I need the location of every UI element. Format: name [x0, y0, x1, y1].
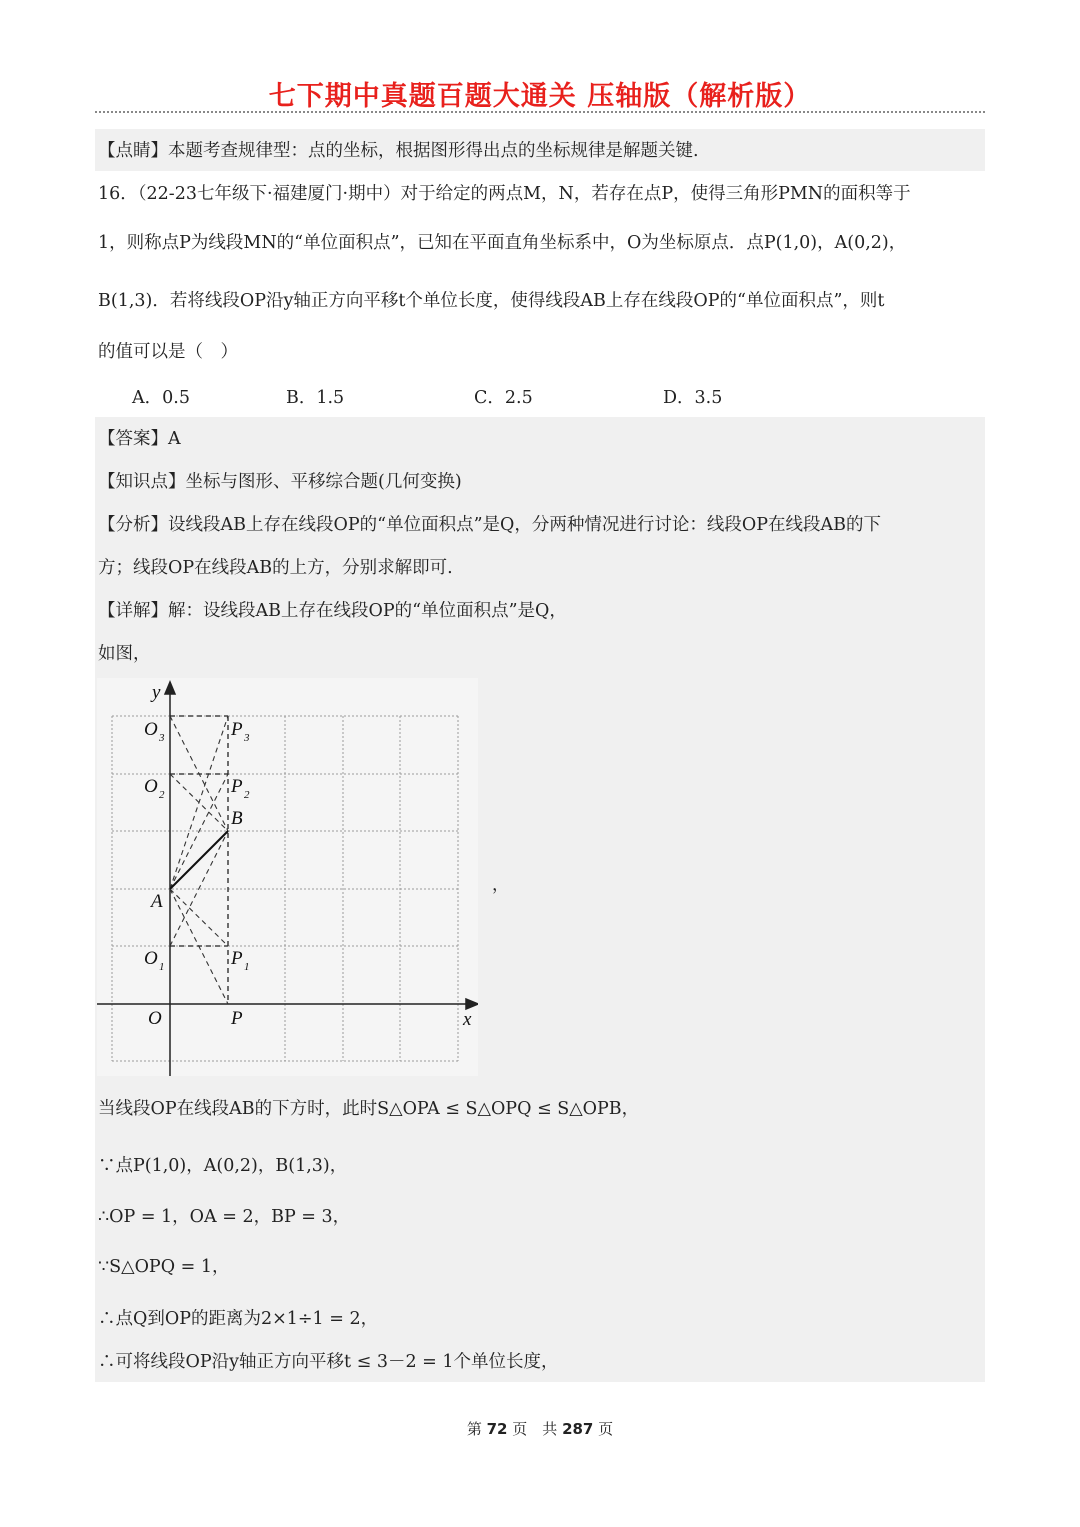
footer-prefix: 第 — [466, 1420, 482, 1438]
question-line-1 — [98, 182, 911, 206]
step-3: ∴OP = 1，OA = 2，BP = 3， — [98, 1207, 351, 1227]
step-4: ∵S△OPQ = 1， — [98, 1257, 230, 1277]
detail-text-1: 解：设线段AB上存在线段OP的“单位面积点”是Q， — [168, 601, 567, 621]
knowledge-label: 【知识点】 — [98, 472, 186, 492]
note-text: 本题考查规律型：点的坐标，根据图形得出点的坐标规律是解题关键. — [168, 141, 699, 161]
question-text-1: 对于给定的两点M，N，若存在点P，使得三角形PMN的面积等于 — [400, 184, 911, 204]
analysis-label: 【分析】 — [98, 515, 168, 535]
note-line — [98, 139, 699, 163]
option-c: C．2.5 — [474, 388, 533, 408]
label-a: A — [151, 891, 163, 912]
label-o3-sub: 3 — [159, 732, 165, 744]
footer-mid: 页 共 — [512, 1420, 558, 1438]
step-1: 当线段OP在线段AB的下方时，此时S△OPA ≤ S△OPQ ≤ S△OPB， — [98, 1099, 640, 1119]
page-footer — [0, 1418, 1080, 1439]
segment-ab — [170, 831, 228, 889]
answer-value: A — [168, 429, 181, 449]
coordinate-figure — [97, 678, 478, 1076]
label-p1: P — [231, 948, 243, 969]
coordinate-graph — [97, 678, 478, 1076]
label-b: B — [231, 808, 243, 829]
option-d: D．3.5 — [663, 388, 723, 408]
label-p2-sub: 2 — [244, 789, 250, 801]
label-o2: O — [144, 776, 158, 797]
knowledge-line — [98, 470, 462, 494]
knowledge-text: 坐标与图形、平移综合题(几何变换) — [185, 472, 462, 492]
label-p3: P — [231, 719, 243, 740]
question-line-2: 1，则称点P为线段MN的“单位面积点”，已知在平面直角坐标系中，O为坐标原点．点P(1,0)，A(0,2)， — [98, 233, 907, 253]
option-a: A．0.5 — [132, 388, 190, 408]
analysis-text-1: 设线段AB上存在线段OP的“单位面积点”是Q，分两种情况进行讨论：线段OP在线段AB的下 — [168, 515, 881, 535]
question-line-3: B(1,3)．若将线段OP沿y轴正方向平移t个单位长度，使得线段AB上存在线段OP的“单位面积点”，则t — [98, 291, 885, 311]
label-o1-sub: 1 — [159, 961, 165, 973]
grid — [112, 716, 458, 1061]
footer-suffix: 页 — [598, 1420, 614, 1438]
current-page: 72 — [486, 1420, 508, 1438]
label-p1-sub: 1 — [244, 961, 250, 973]
step-6: ∴可将线段OP沿y轴正方向平移t ≤ 3－2 = 1个单位长度， — [98, 1352, 559, 1372]
label-o2-sub: 2 — [159, 789, 165, 801]
analysis-line-2: 方；线段OP在线段AB的上方，分别求解即可. — [98, 558, 453, 578]
note-label: 【点睛】 — [98, 141, 168, 161]
label-o: O — [148, 1008, 162, 1029]
x-axis-label: x — [463, 1009, 472, 1030]
step-5: ∴点Q到OP的距离为2×1÷1 = 2， — [98, 1309, 379, 1329]
option-b: B．1.5 — [286, 388, 345, 408]
detail-line-2: 如图， — [98, 644, 151, 664]
answer-line — [98, 427, 181, 451]
label-o3: O — [144, 719, 158, 740]
label-p3-sub: 3 — [244, 732, 250, 744]
detail-line-1 — [98, 599, 567, 623]
question-line-4: 的值可以是（ ） — [98, 342, 238, 362]
label-p2: P — [231, 776, 243, 797]
answer-label: 【答案】 — [98, 429, 168, 449]
step-2: ∵点P(1,0)，A(0,2)，B(1,3)， — [98, 1156, 348, 1176]
analysis-line-1 — [98, 513, 881, 537]
header-divider — [95, 111, 985, 113]
y-axis-label: y — [152, 682, 161, 703]
label-p: P — [231, 1008, 243, 1029]
question-number: 16． — [98, 184, 138, 204]
total-pages: 287 — [562, 1420, 594, 1438]
question-source: （22-23七年级下·福建厦门·期中） — [137, 184, 401, 204]
detail-label: 【详解】 — [98, 601, 168, 621]
figure-comma: ， — [492, 875, 509, 895]
page-title: 七下期中真题百题大通关 压轴版（解析版） — [268, 81, 812, 112]
label-o1: O — [144, 948, 158, 969]
